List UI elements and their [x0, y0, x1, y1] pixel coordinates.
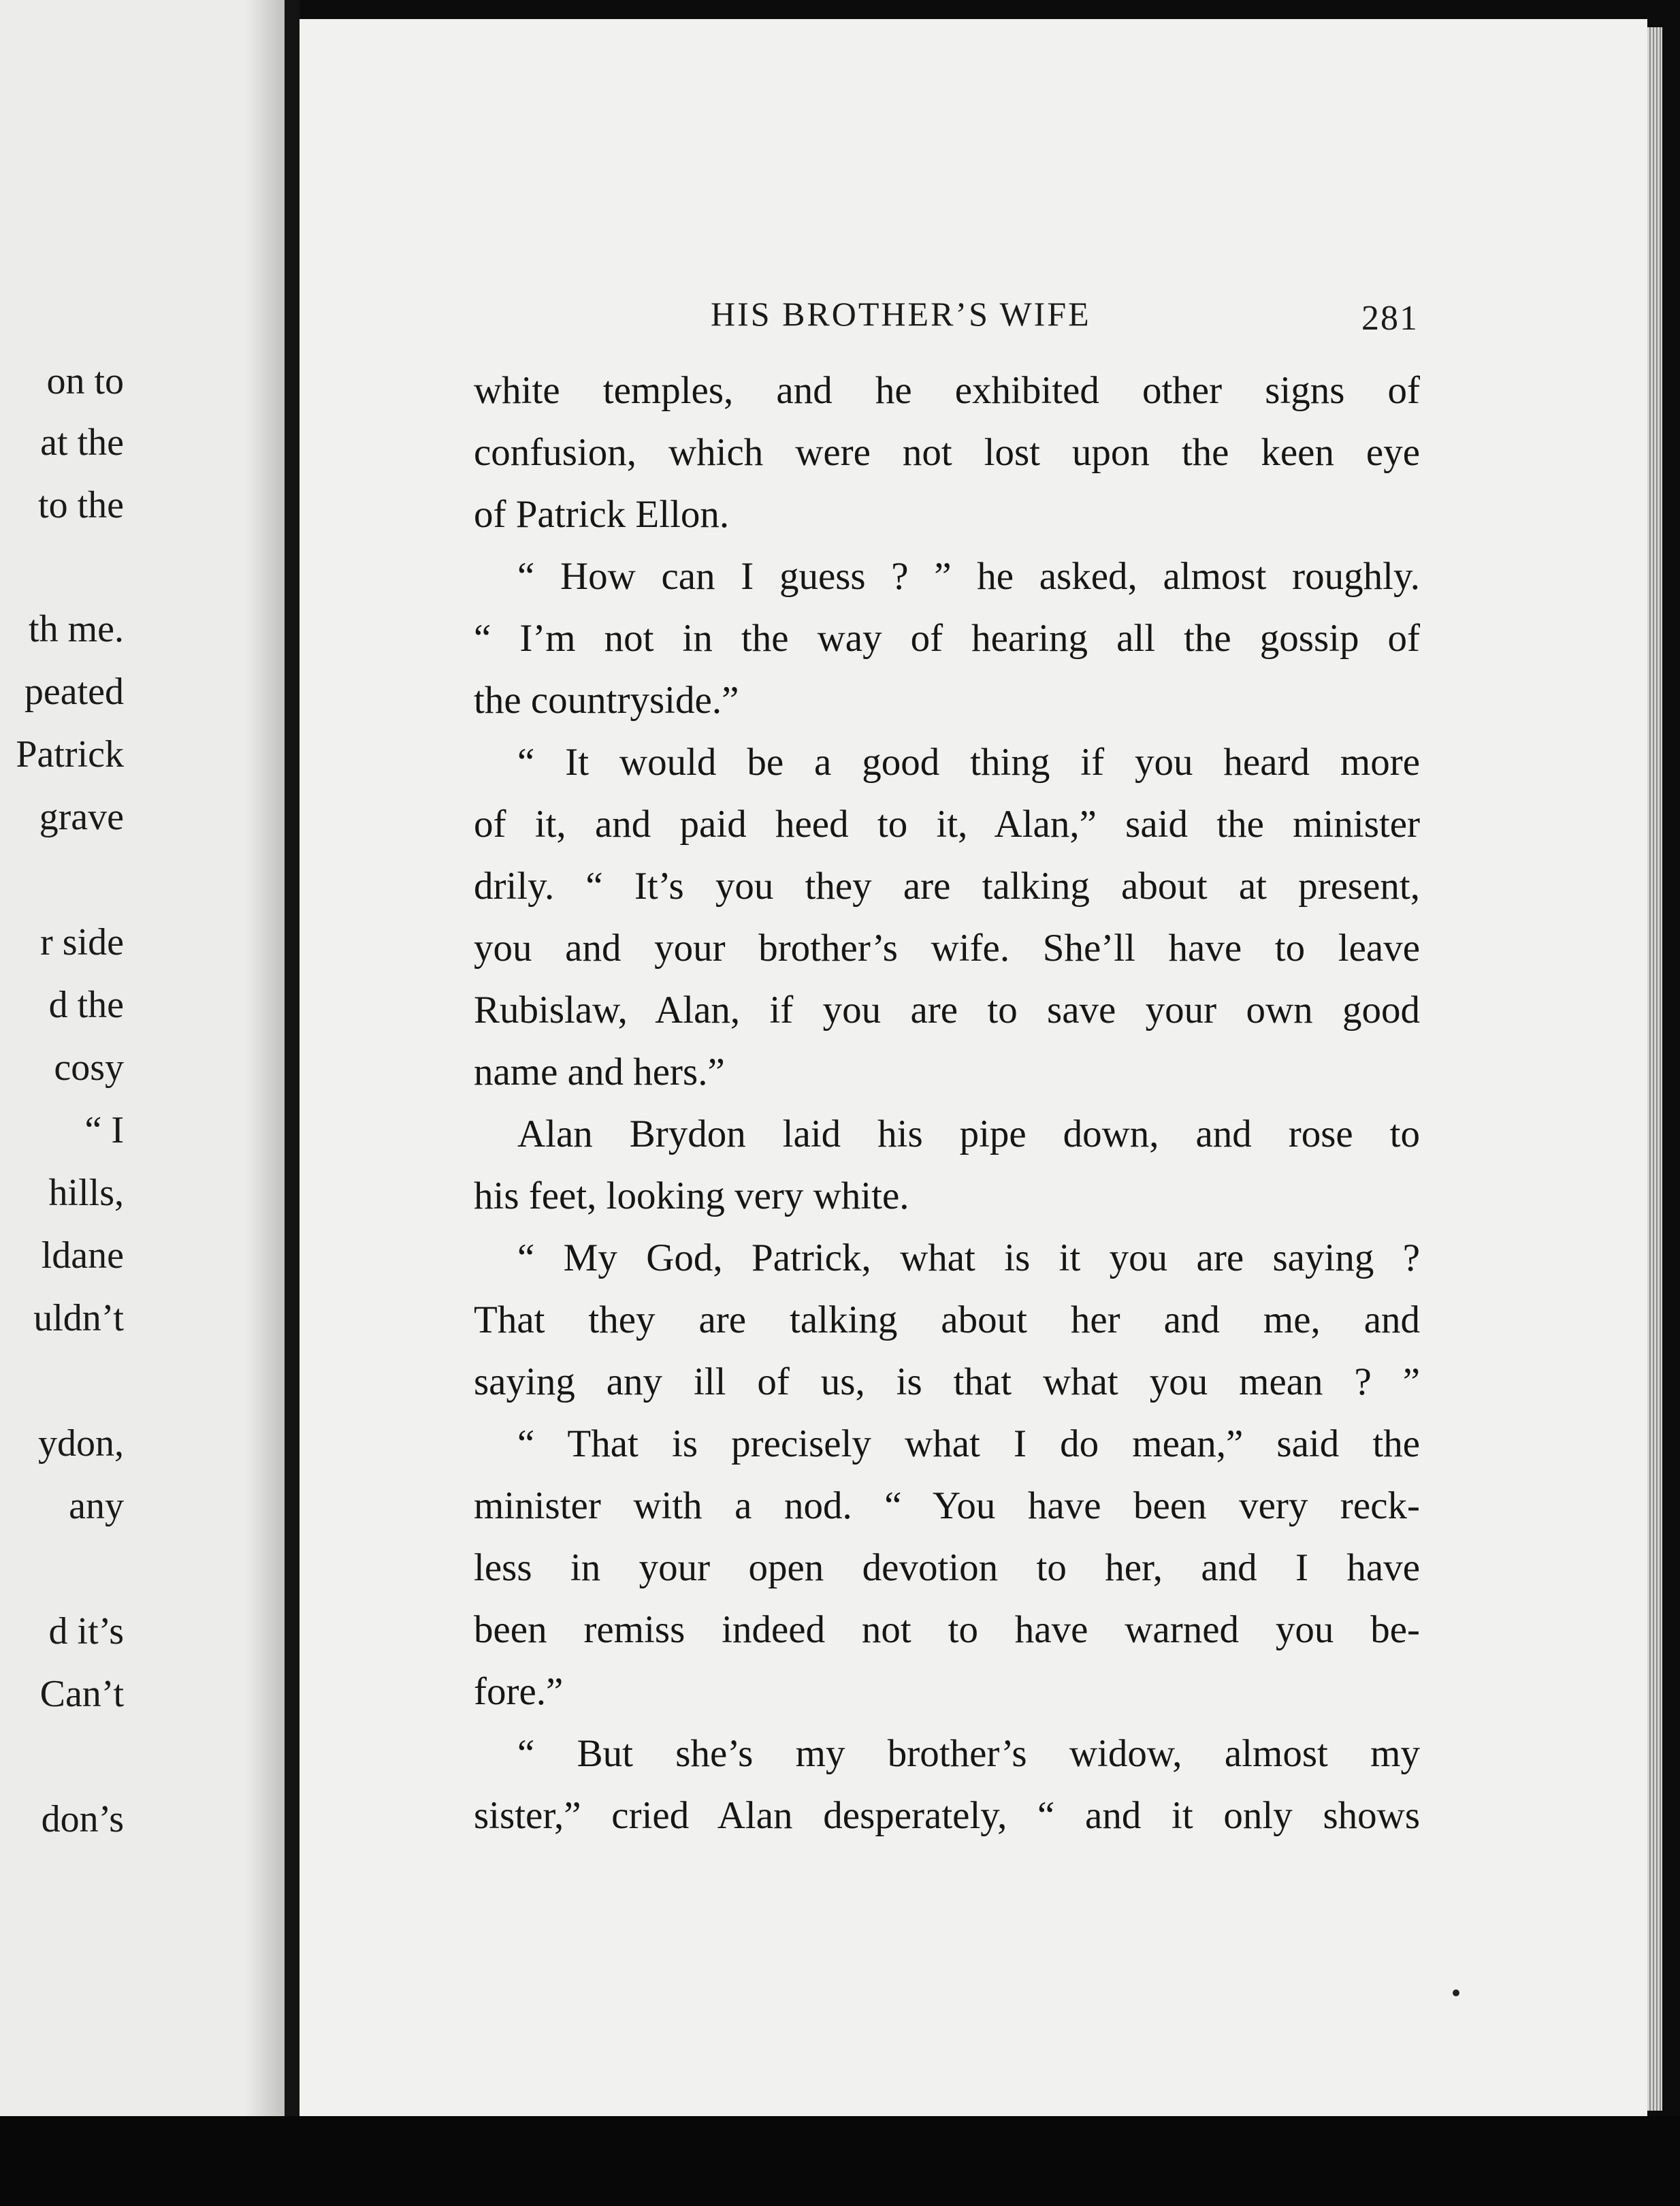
left-text-fragment: th me.: [29, 608, 124, 650]
left-text-fragment: ldane: [41, 1234, 124, 1277]
text-line: Rubislaw, Alan, if you are to save your own good: [474, 989, 1420, 1032]
text-line: “ But she’s my brother’s widow, almost my: [517, 1732, 1420, 1775]
text-line: saying any ill of us, is that what you mean ? ”: [474, 1360, 1420, 1403]
left-text-fragment: d it’s: [48, 1610, 124, 1652]
left-text-fragment: Can’t: [39, 1673, 124, 1715]
text-line: name and hers.”: [474, 1051, 725, 1093]
text-line: drily. “ It’s you they are talking about at present,: [474, 865, 1420, 908]
text-line: white temples, and he exhibited other signs of: [474, 369, 1420, 412]
book-gutter: [285, 0, 300, 2206]
left-text-fragment: “ I: [84, 1109, 124, 1151]
left-text-fragment: at the: [40, 421, 124, 464]
text-line: of Patrick Ellon.: [474, 493, 730, 536]
left-text-fragment: hills,: [48, 1172, 124, 1214]
left-facing-page: [0, 0, 285, 2206]
text-line: you and your brother’s wife. She’ll have to leave: [474, 927, 1420, 970]
left-text-fragment: ydon,: [38, 1422, 124, 1465]
text-line: confusion, which were not lost upon the keen eye: [474, 431, 1420, 474]
left-text-fragment: Patrick: [16, 733, 124, 776]
left-text-fragment: any: [69, 1485, 124, 1527]
left-text-fragment: to the: [38, 484, 124, 526]
text-line: Alan Brydon laid his pipe down, and rose to: [517, 1113, 1420, 1155]
left-text-fragment: d the: [48, 984, 124, 1026]
text-line: “ That is precisely what I do mean,” said the: [517, 1422, 1420, 1465]
scan-bottom-border: [0, 2116, 1680, 2206]
page-edge-stack: [1647, 27, 1662, 2111]
text-line: “ How can I guess ? ” he asked, almost roughly.: [517, 555, 1420, 598]
body-text: [474, 359, 1420, 1847]
gutter-shadow: [245, 0, 285, 2206]
left-text-fragment: peated: [24, 671, 124, 713]
text-line: minister with a nod. “ You have been very reck-: [474, 1484, 1420, 1527]
page-number: 281: [1361, 299, 1419, 338]
text-line: of it, and paid heed to it, Alan,” said the minister: [474, 803, 1420, 846]
text-line: his feet, looking very white.: [474, 1174, 909, 1217]
left-text-fragment: grave: [39, 796, 124, 838]
left-text-fragment: on to: [46, 360, 124, 402]
running-head: HIS BROTHER’S WIFE: [711, 295, 1091, 333]
text-line: less in your open devotion to her, and I have: [474, 1546, 1420, 1589]
right-page: [300, 19, 1647, 2116]
left-text-fragment: don’s: [41, 1798, 124, 1840]
left-text-fragment: cosy: [54, 1046, 124, 1089]
left-text-fragment: r side: [40, 921, 124, 963]
text-line: “ My God, Patrick, what is it you are saying ?: [517, 1236, 1420, 1279]
left-text-fragment: uldn’t: [33, 1297, 124, 1339]
printer-dot: [1453, 1989, 1459, 1996]
text-line: “ I’m not in the way of hearing all the gossip of: [474, 617, 1420, 660]
text-line: That they are talking about her and me, and: [474, 1298, 1420, 1341]
text-line: sister,” cried Alan desperately, “ and it only shows: [474, 1794, 1420, 1837]
text-line: been remiss indeed not to have warned you be-: [474, 1608, 1420, 1651]
text-line: “ It would be a good thing if you heard more: [517, 741, 1420, 784]
text-line: fore.”: [474, 1670, 564, 1713]
text-line: the countryside.”: [474, 679, 739, 722]
